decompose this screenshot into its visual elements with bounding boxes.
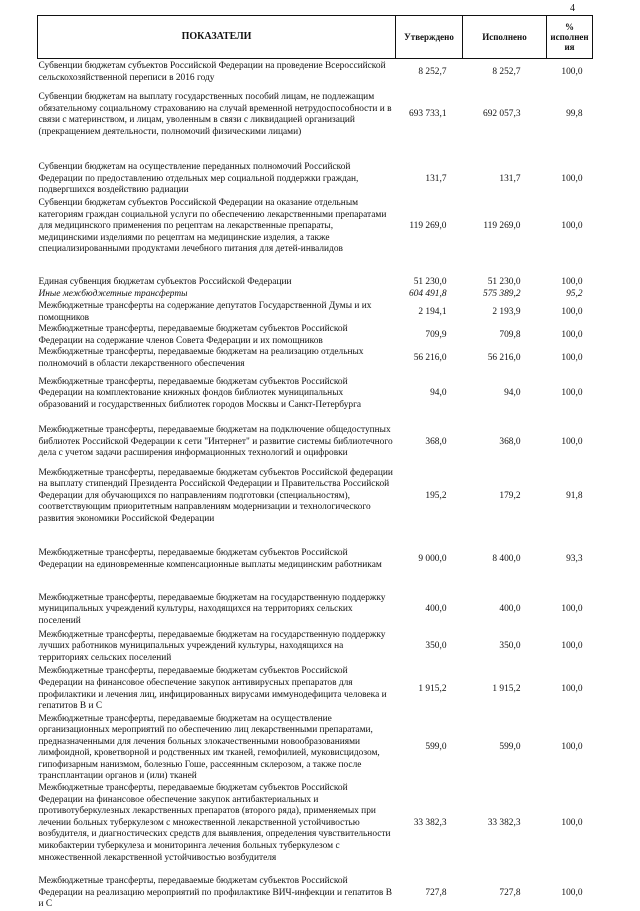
row-executed-cell: 2 193,9 [463,301,547,324]
table-row [38,162,593,197]
row-approved-cell: 350,0 [396,629,463,666]
row-executed-cell: 575 389,2 [463,289,547,301]
row-percent-cell: 93,3 [547,538,593,582]
row-percent-cell: 100,0 [547,347,593,370]
row-name-cell: Межбюджетные трансферты, передаваемые бюджетам на государственную поддержку лучших работников муниципальных учреждений культуры, находящихся на территориях сельских поселений [38,629,396,666]
row-approved-cell: 604 491,8 [396,289,463,301]
row-executed-cell: 33 382,3 [463,783,547,864]
row-executed-cell: 56 216,0 [463,347,547,370]
row-spacer [38,146,593,162]
table-row [38,629,593,666]
table-row [38,592,593,629]
row-approved-cell: 2 194,1 [396,301,463,324]
spacer-cell [38,526,593,538]
row-spacer [38,526,593,538]
row-approved-cell: 1 915,2 [396,666,463,714]
row-name-cell: Межбюджетные трансферты, передаваемые бюджетам на осуществление организационных мероприятий по обеспечению лиц лекарственными препаратами, предназначенными для лечения больных злокачественными новообразованиями лимфоидной, кроветворной и родственных им тканей, гемофилией, муковисцидозом, гипофизарным нанизмом, болезнью Гоше, рассеянным склерозом, а также после трансплантации органов и (или) тканей [38,714,396,784]
row-percent-cell: 95,2 [547,289,593,301]
row-name-cell: Субвенции бюджетам субъектов Российской Федерации на оказание отдельным категориям граждан социальной услуги по обеспечению лекарственными препаратами для медицинского применения по рецептам на лекарственные препараты, медицинскими изделиями по рецептам на медицинские изделия, а также специализированными продуктами лечебного питания для детей-инвалидов [38,197,396,257]
row-percent-cell: 100,0 [547,592,593,629]
table-row [38,783,593,864]
row-name-cell: Межбюджетные трансферты, передаваемые бюджетам субъектов Российской Федерации на реализацию мероприятий по профилактике ВИЧ-инфекции и гепатитов В и С [38,876,396,911]
spacer-cell [38,864,593,876]
row-executed-cell: 119 269,0 [463,197,547,257]
table-row [38,197,593,257]
row-executed-cell: 350,0 [463,629,547,666]
row-approved-cell: 693 733,1 [396,84,463,146]
row-name-cell: Межбюджетные трансферты, передаваемые бюджетам субъектов Российской Федерации на единовременные компенсационные выплаты медицинским работникам [38,538,396,582]
row-percent-cell: 100,0 [547,197,593,257]
row-percent-cell: 100,0 [547,277,593,289]
row-approved-cell: 599,0 [396,714,463,784]
row-name-cell: Межбюджетные трансферты, передаваемые бюджетам субъектов Российской федерации на выплату стипендий Президента Российской Федерации и Правительства Российской Федерации для обучающихся по направлениям подготовки (специальностям), соответствующим приоритетным направлениям модернизации и технологического развития экономики Российской Федерации [38,468,396,526]
row-percent-cell: 100,0 [547,162,593,197]
row-name-cell: Субвенции бюджетам на осуществление переданных полномочий Российской Федерации по предоставлению отдельных мер социальной поддержки граждан, подвергшихся воздействию радиации [38,162,396,197]
row-approved-cell: 195,2 [396,468,463,526]
table-row [38,418,593,468]
table-row [38,538,593,582]
spacer-cell [38,582,593,592]
row-executed-cell: 179,2 [463,468,547,526]
row-percent-cell: 99,8 [547,84,593,146]
row-approved-cell: 51 230,0 [396,277,463,289]
row-executed-cell: 599,0 [463,714,547,784]
table-row [38,277,593,289]
row-name-cell: Межбюджетные трансферты, передаваемые бюджетам субъектов Российской Федерации на финансовое обеспечение закупок антибактериальных и противотуберкулезных лекарственных препаратов (второго ряда), применяемых при лечении больных туберкулезом с множественной лекарственной устойчивостью возбудителя, и диагностических средств для выявления, определения чувствительности микобактерии туберкулеза и мониторинга лечения больных туберкулезом с множественной лекарственной устойчивостью возбудителя [38,783,396,864]
row-executed-cell: 727,8 [463,876,547,911]
table-row [38,324,593,347]
table-row [38,84,593,146]
table-row [38,301,593,324]
page-number: 4 [570,3,575,14]
row-name-cell: Субвенции бюджетам субъектов Российской Федерации на проведение Всероссийской сельскохозяйственной переписи в 2016 году [38,59,396,85]
table-row [38,666,593,714]
row-approved-cell: 56 216,0 [396,347,463,370]
row-approved-cell: 8 252,7 [396,59,463,85]
row-executed-cell: 368,0 [463,418,547,468]
row-name-cell: Межбюджетные трансферты на содержание депутатов Государственной Думы и их помощников [38,301,396,324]
row-approved-cell: 94,0 [396,371,463,418]
row-spacer [38,257,593,277]
row-executed-cell: 400,0 [463,592,547,629]
row-executed-cell: 51 230,0 [463,277,547,289]
row-percent-cell: 100,0 [547,301,593,324]
row-approved-cell: 400,0 [396,592,463,629]
row-percent-cell: 100,0 [547,629,593,666]
table-row [38,347,593,370]
row-percent-cell: 100,0 [547,59,593,85]
spacer-cell [38,146,593,162]
table-body [38,59,593,911]
budget-table [37,15,593,911]
row-approved-cell: 709,9 [396,324,463,347]
row-name-cell: Иные межбюджетные трансферты [38,289,396,301]
row-spacer [38,582,593,592]
row-percent-cell: 100,0 [547,876,593,911]
row-percent-cell: 100,0 [547,783,593,864]
row-percent-cell: 100,0 [547,666,593,714]
row-percent-cell: 100,0 [547,418,593,468]
row-executed-cell: 692 057,3 [463,84,547,146]
row-percent-cell: 91,8 [547,468,593,526]
header-percent: % исполнен ия [547,16,593,59]
row-executed-cell: 8 400,0 [463,538,547,582]
table-row [38,59,593,85]
row-percent-cell: 100,0 [547,714,593,784]
row-approved-cell: 131,7 [396,162,463,197]
row-percent-cell: 100,0 [547,324,593,347]
table-row [38,876,593,911]
row-percent-cell: 100,0 [547,371,593,418]
row-executed-cell: 131,7 [463,162,547,197]
table-row [38,468,593,526]
row-approved-cell: 727,8 [396,876,463,911]
row-name-cell: Единая субвенция бюджетам субъектов Российской Федерации [38,277,396,289]
row-approved-cell: 9 000,0 [396,538,463,582]
row-approved-cell: 368,0 [396,418,463,468]
row-approved-cell: 119 269,0 [396,197,463,257]
row-approved-cell: 33 382,3 [396,783,463,864]
row-executed-cell: 94,0 [463,371,547,418]
row-name-cell: Межбюджетные трансферты, передаваемые бюджетам на реализацию отдельных полномочий в области лекарственного обеспечения [38,347,396,370]
row-executed-cell: 1 915,2 [463,666,547,714]
table-row [38,289,593,301]
row-name-cell: Межбюджетные трансферты, передаваемые бюджетам на подключение общедоступных библиотек Российской Федерации к сети "Интернет" и развитие системы библиотечного дела с учетом задачи расширения информационных технологий и оцифровки [38,418,396,468]
row-name-cell: Межбюджетные трансферты, передаваемые бюджетам субъектов Российской Федерации на содержание членов Совета Федерации и их помощников [38,324,396,347]
header-approved: Утверждено [396,16,463,59]
row-executed-cell: 709,8 [463,324,547,347]
row-name-cell: Субвенции бюджетам на выплату государственных пособий лицам, не подлежащим обязательному социальному страхованию на случай временной нетрудоспособности и в связи с материнством, и лицам, уволенным в связи с ликвидацией организаций (прекращением деятельности, полномочий физическими лицами) [38,84,396,146]
row-spacer [38,864,593,876]
table-header-row [38,16,593,59]
row-name-cell: Межбюджетные трансферты, передаваемые бюджетам субъектов Российской Федерации на комплектование книжных фондов библиотек муниципальных образований и государственных библиотек городов Москвы и Санкт-Петербурга [38,371,396,418]
header-indicators: ПОКАЗАТЕЛИ [38,16,396,59]
header-executed: Исполнено [463,16,547,59]
row-executed-cell: 8 252,7 [463,59,547,85]
table-row [38,371,593,418]
spacer-cell [38,257,593,277]
row-name-cell: Межбюджетные трансферты, передаваемые бюджетам субъектов Российской Федерации на финансовое обеспечение закупок антивирусных препаратов для профилактики и лечения лиц, инфицированных вирусами иммунодефицита человека и гепатитов В и С [38,666,396,714]
table-row [38,714,593,784]
row-name-cell: Межбюджетные трансферты, передаваемые бюджетам на государственную поддержку муниципальных учреждений культуры, находящихся на территориях сельских поселений [38,592,396,629]
